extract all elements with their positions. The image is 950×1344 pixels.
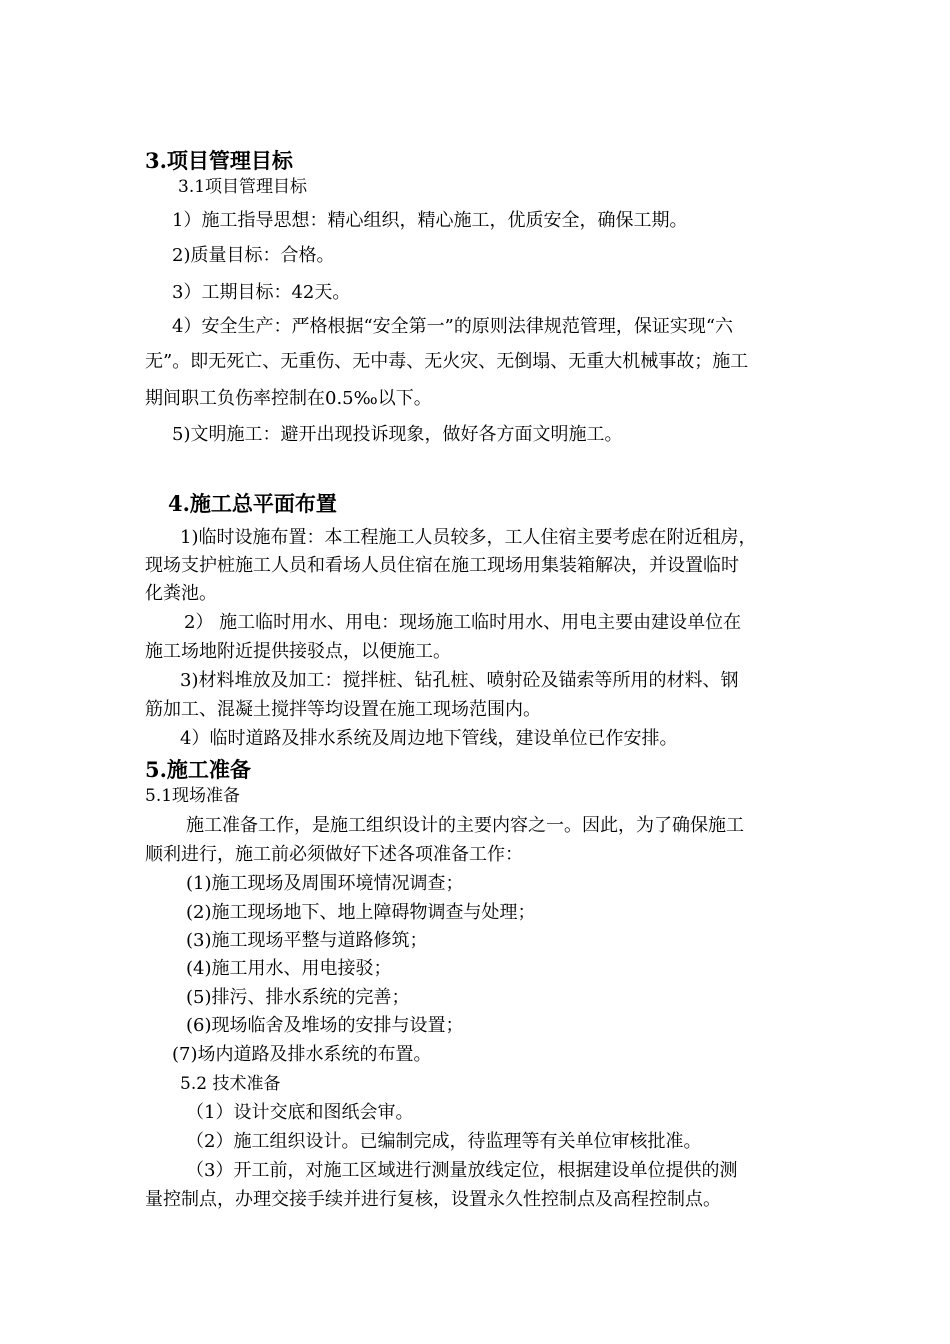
layout-para-2a: 2） 施工临时用水、用电：现场施工临时用水、用电主要由建设单位在 (184, 612, 742, 633)
prep-item: (1)施工现场及周围环境情况调查； (186, 873, 464, 894)
prep-item: (3)施工现场平整与道路修筑； (186, 930, 428, 951)
goal-line-4a: 4）安全生产：严格根据“安全第一”的原则法律规范管理，保证实现“六 (172, 316, 734, 337)
section-5-title: 5.施工准备 (145, 757, 251, 782)
tech-item-1: （1）设计交底和图纸会审。 (186, 1102, 414, 1123)
layout-para-4: 4）临时道路及排水系统及周边地下管线，建设单位已作安排。 (180, 728, 678, 749)
layout-para-3b: 筋加工、混凝土搅拌等均设置在施工现场范围内。 (145, 699, 541, 720)
section-3-1-subtitle: 3.1项目管理目标 (178, 177, 308, 197)
section-5-2-subtitle: 5.2 技术准备 (180, 1074, 281, 1094)
tech-item-3b: 量控制点，办理交接手续并进行复核，设置永久性控制点及高程控制点。 (145, 1189, 721, 1210)
section-4-title: 4.施工总平面布置 (168, 491, 337, 516)
goal-line-4b: 无”。即无死亡、无重伤、无中毒、无火灾、无倒塌、无重大机械事故；施工 (145, 351, 749, 372)
prep-intro-a: 施工准备工作，是施工组织设计的主要内容之一。因此，为了确保施工 (186, 815, 744, 836)
prep-item: (6)现场临舍及堆场的安排与设置； (186, 1015, 464, 1036)
prep-item: (4)施工用水、用电接驳； (186, 958, 392, 979)
layout-para-1c: 化粪池。 (145, 583, 217, 604)
prep-item: (2)施工现场地下、地上障碍物调查与处理； (186, 902, 536, 923)
section-5-1-subtitle: 5.1现场准备 (145, 786, 241, 806)
layout-para-1a: 1)临时设施布置：本工程施工人员较多，工人住宿主要考虑在附近租房， (180, 527, 757, 548)
goal-line-5: 5)文明施工：避开出现投诉现象，做好各方面文明施工。 (172, 424, 623, 445)
prep-item: (5)排污、排水系统的完善； (186, 987, 410, 1008)
goal-line-1: 1）施工指导思想：精心组织，精心施工，优质安全，确保工期。 (172, 210, 688, 231)
layout-para-1b: 现场支护桩施工人员和看场人员住宿在施工现场用集装箱解决，并设置临时 (145, 555, 739, 576)
goal-line-3: 3）工期目标：42天。 (172, 282, 351, 303)
tech-item-3a: （3）开工前，对施工区域进行测量放线定位，根据建设单位提供的测 (186, 1160, 738, 1181)
section-3-title: 3.项目管理目标 (145, 148, 293, 173)
tech-item-2: （2）施工组织设计。已编制完成，待监理等有关单位审核批准。 (186, 1131, 702, 1152)
goal-line-2: 2)质量目标：合格。 (172, 245, 335, 266)
goal-line-4c: 期间职工负伤率控制在0.5‰以下。 (145, 388, 432, 409)
prep-item: (7)场内道路及排水系统的布置。 (172, 1044, 432, 1065)
layout-para-2b: 施工场地附近提供接驳点，以便施工。 (145, 641, 451, 662)
prep-intro-b: 顺利进行，施工前必须做好下述各项准备工作： (145, 844, 523, 865)
layout-para-3a: 3)材料堆放及加工：搅拌桩、钻孔桩、喷射砼及锚索等所用的材料、钢 (180, 670, 739, 691)
